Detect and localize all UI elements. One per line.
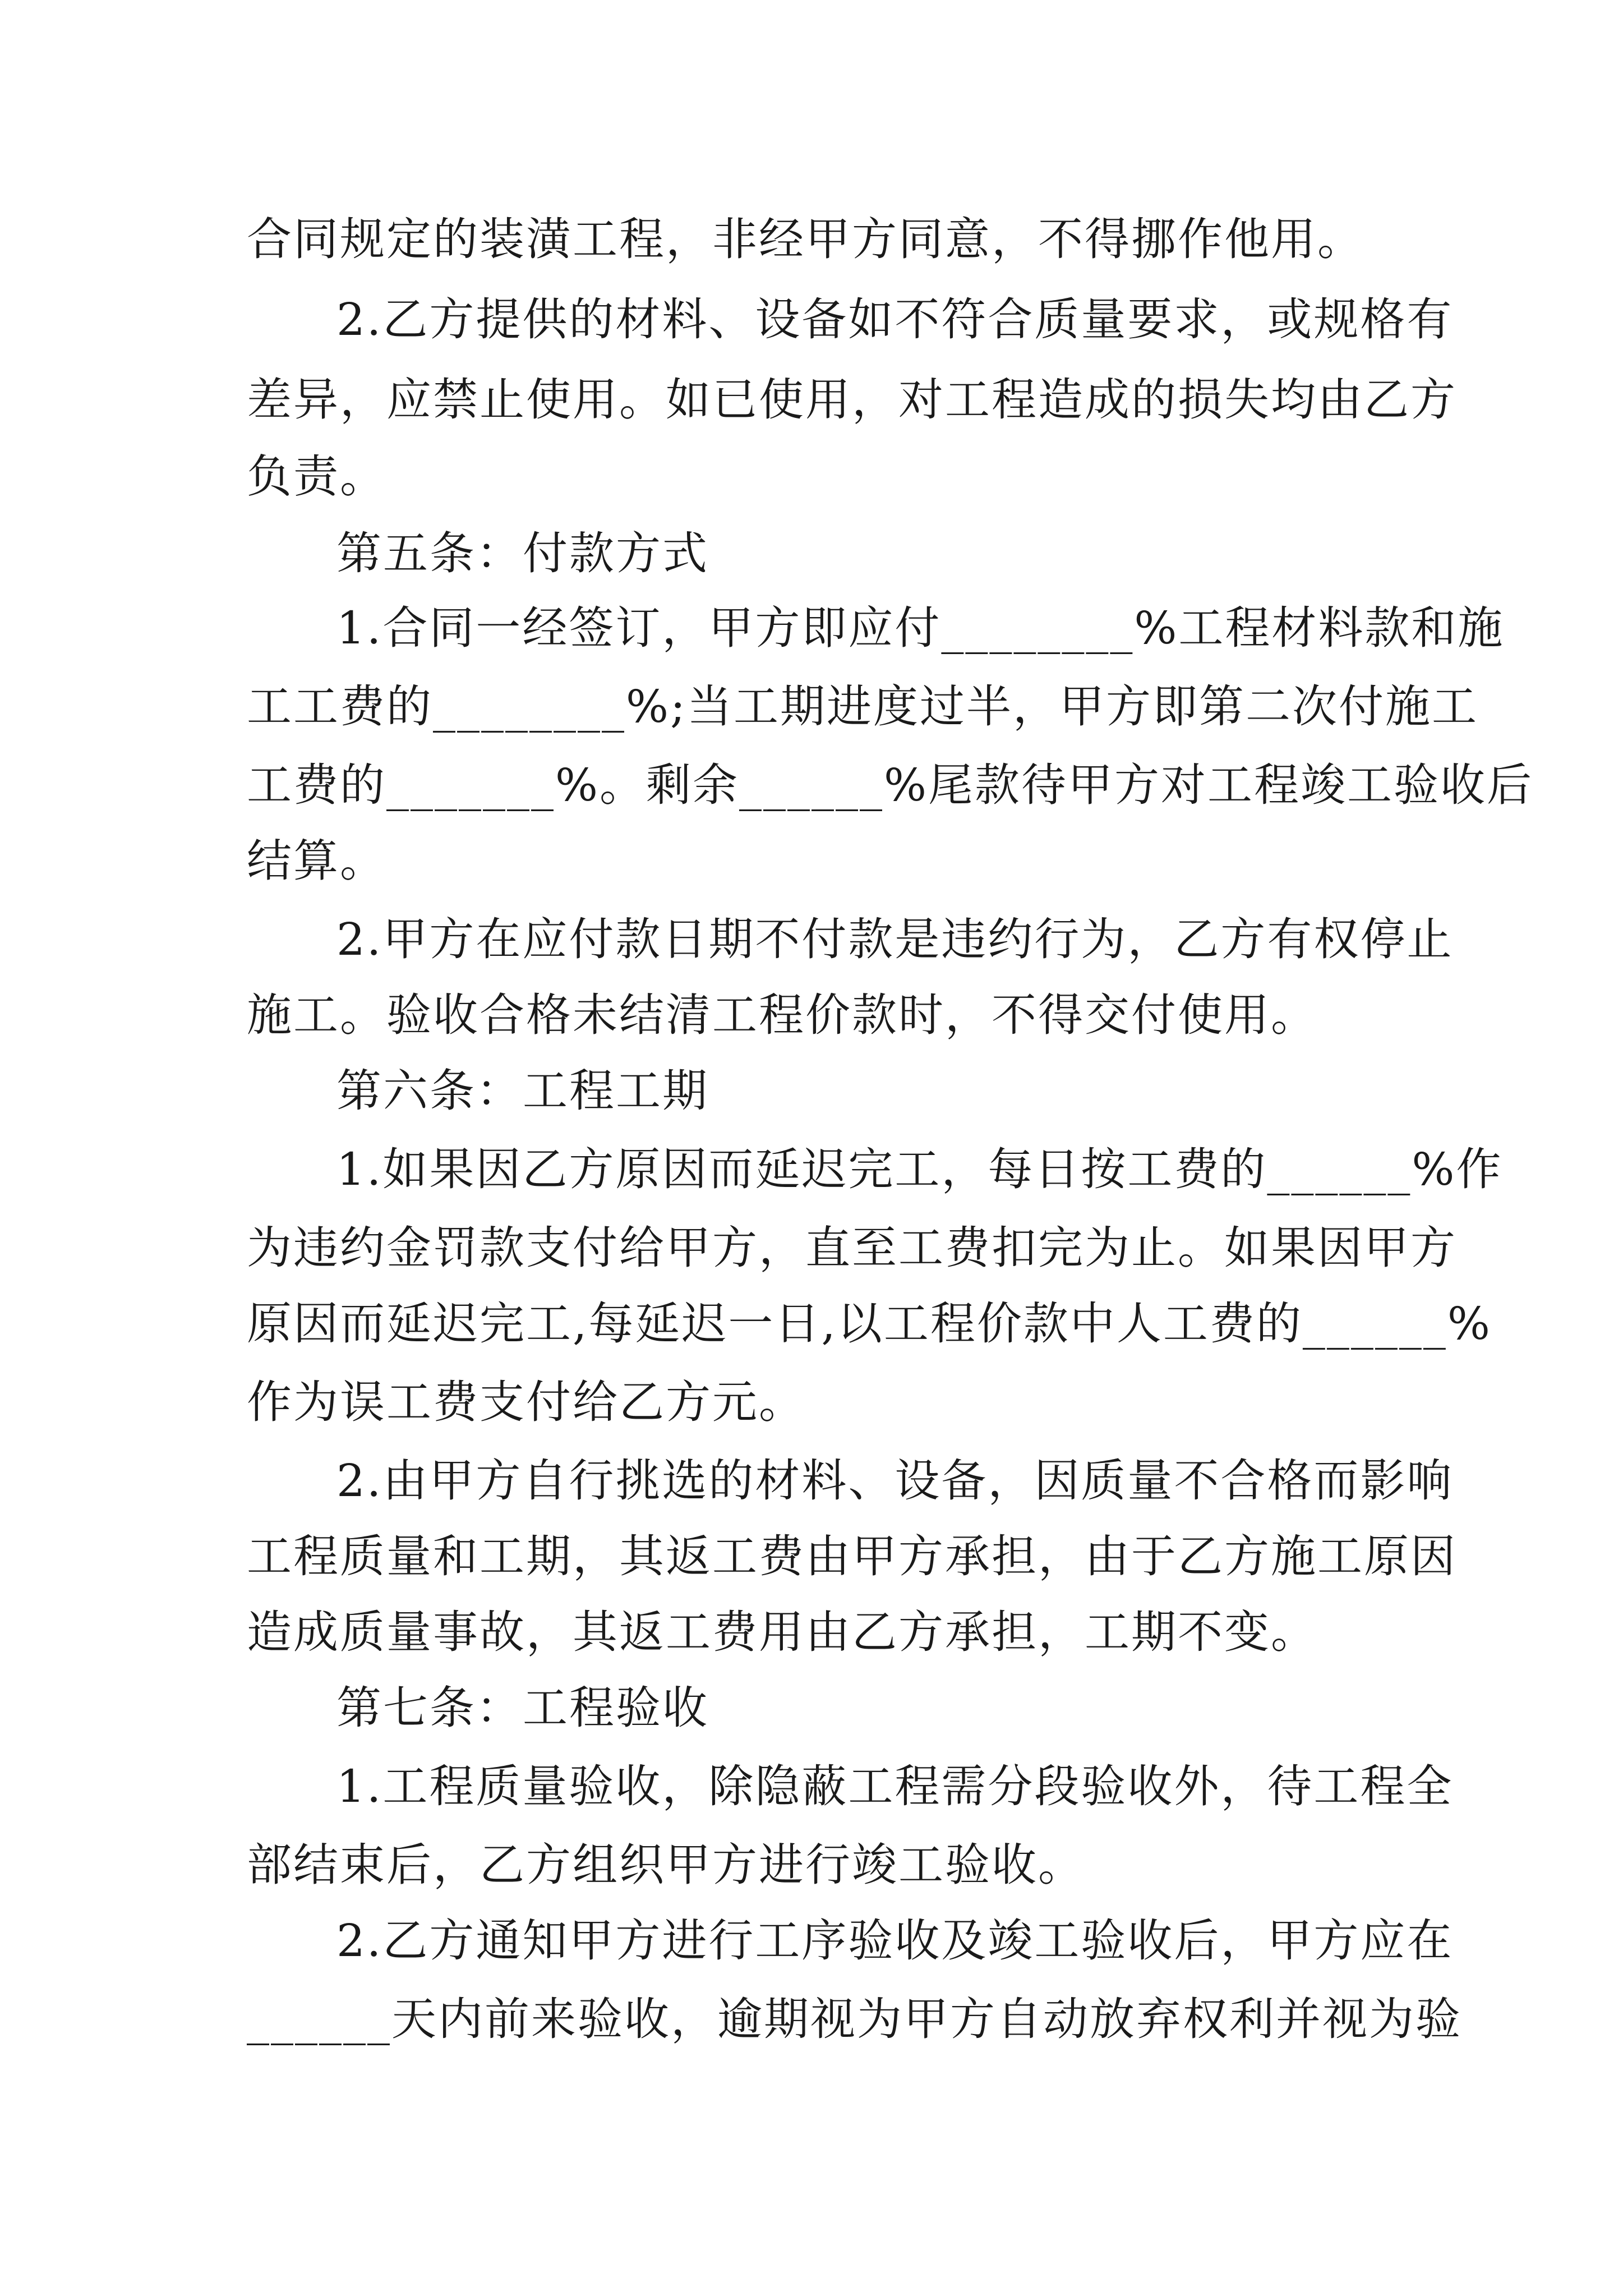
- text-line: 差异，应禁止使用。如已使用，对工程造成的损失均由乙方: [247, 374, 1457, 426]
- text-line: 负责。: [247, 450, 386, 503]
- text-line: 工费的_______%。剩余______%尾款待甲方对工程竣工验收后: [247, 759, 1534, 811]
- text-line: 1.工程质量验收，除隐蔽工程需分段验收外，待工程全: [336, 1760, 1454, 1812]
- text-line: 造成质量事故，其返工费用由乙方承担，工期不变。: [247, 1606, 1317, 1658]
- text-line: 2.甲方在应付款日期不付款是违约行为，乙方有权停止: [336, 913, 1454, 965]
- text-line: 1.合同一经签订，甲方即应付________%工程材料款和施: [336, 602, 1505, 654]
- section-heading: 第六条：工程工期: [336, 1065, 709, 1117]
- text-line: 工工费的________%;当工期进度过半，甲方即第二次付施工: [247, 680, 1478, 733]
- text-line: 合同规定的装潢工程，非经甲方同意，不得挪作他用。: [247, 213, 1364, 265]
- text-line: 1.如果因乙方原因而延迟完工，每日按工费的______%作: [336, 1143, 1503, 1195]
- section-heading: 第七条：工程验收: [336, 1682, 709, 1734]
- text-line: 原因而延迟完工,每延迟一日,以工程价款中人工费的______%: [247, 1297, 1492, 1350]
- text-line: 工程质量和工期，其返工费由甲方承担，由于乙方施工原因: [247, 1530, 1457, 1582]
- text-line: 2.乙方提供的材料、设备如不符合质量要求，或规格有: [336, 293, 1454, 346]
- text-line: ______天内前来验收，逾期视为甲方自动放弃权利并视为验: [247, 1993, 1462, 2045]
- text-line: 2.乙方通知甲方进行工序验收及竣工验收后，甲方应在: [336, 1915, 1454, 1967]
- section-heading: 第五条：付款方式: [336, 527, 709, 579]
- text-line: 为违约金罚款支付给甲方，直至工费扣完为止。如果因甲方: [247, 1222, 1457, 1274]
- text-line: 结算。: [247, 835, 386, 887]
- text-line: 施工。验收合格未结清工程价款时，不得交付使用。: [247, 989, 1317, 1041]
- text-line: 部结束后，乙方组织甲方进行竣工验收。: [247, 1839, 1085, 1891]
- text-line: 2.由甲方自行挑选的材料、设备，因质量不合格而影响: [336, 1455, 1454, 1507]
- text-line: 作为误工费支付给乙方元。: [247, 1376, 805, 1428]
